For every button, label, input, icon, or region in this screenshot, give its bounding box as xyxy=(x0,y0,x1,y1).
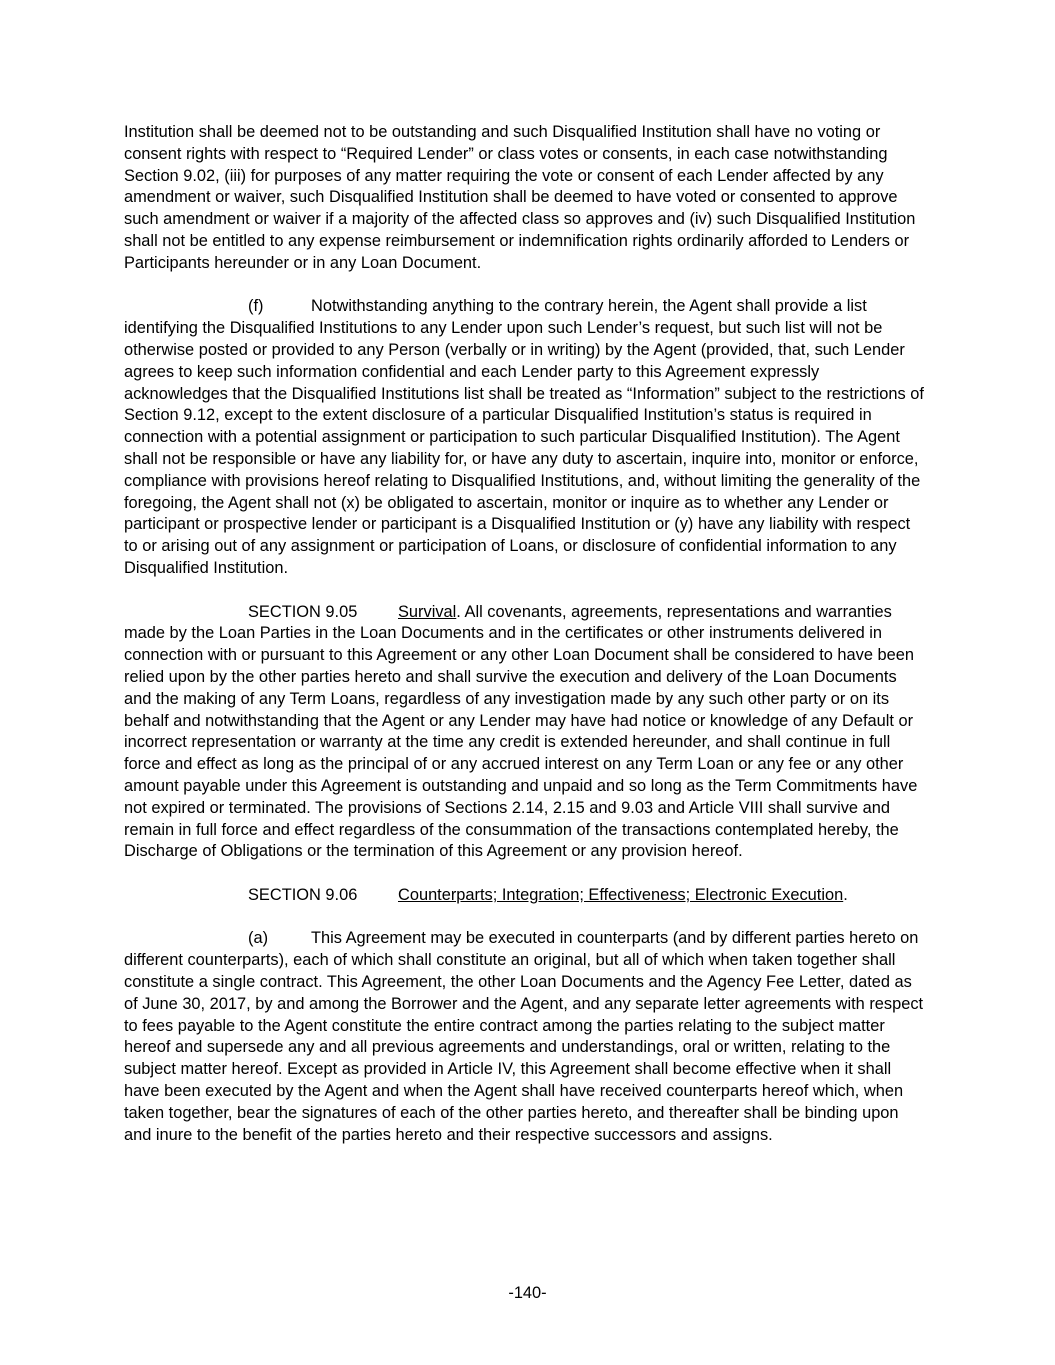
paragraph-continuation: Institution shall be deemed not to be outstanding and such Disqualified Institution shall have no voting or consent rights with respect to “Required Lender” or class votes or consents, in each case notwithstanding Section 9.02, (iii) for purposes of any matter requiring the vote or consent of each Lender affected by any amendment or waiver, such Disqualified Institution shall be deemed to have voted or consented to approve such amendment or waiver if a majority of the affected class so approves and (iv) such Disqualified Institution shall not be entitled to any expense reimbursement or indemnification rights ordinarily afforded to Lenders or Participants hereunder or in any Loan Document. xyxy=(124,123,916,272)
clause-label-a: (a) xyxy=(248,929,269,948)
paragraph-a xyxy=(124,928,924,1146)
section-text: All covenants, agreements, representations and warranties made by the Loan Parties in the Loan Documents and in the certificates or other instruments delivered in connection with or pursuant to this Agreement or any other Loan Document shall be considered to have been relied upon by the other parties hereto and shall survive the execution and delivery of the Loan Documents and the making of any Term Loans, regardless of any investigation made by any such other party or on its behalf and notwithstanding that the Agent or any Lender may have had notice or knowledge of any Default or incorrect representation or warranty at the time any credit is extended hereunder, and shall continue in full force and effect as long as the principal of or any accrued interest on any Term Loan or any fee or any other amount payable under this Agreement is outstanding and unpaid and so long as the Term Commitments have not expired or terminated. The provisions of Sections 2.14, 2.15 and 9.03 and Article VIII shall survive and remain in full force and effect regardless of the consummation of the transactions contemplated hereby, the Discharge of Obligations or the termination of this Agreement or any provision hereof. xyxy=(124,602,918,861)
clause-a-text: This Agreement may be executed in counterparts (and by different parties hereto on different counterparts), each of which shall constitute an original, but all of which when taken together shall constitute a single contract. This Agreement, the other Loan Documents and the Agency Fee Letter, dated as of June 30, 2017, by and among the Borrower and the Agent, and any separate letter agreements with respect to fees payable to the Agent constitute the entire contract among the parties relating to the subject matter hereof and supersede any and all previous agreements and understandings, oral or written, relating to the subject matter hereof. Except as provided in Article IV, this Agreement shall become effective when it shall have been executed by the Agent and when the Agent shall have received counterparts hereof which, when taken together, bear the signatures of each of the other parties hereto, and thereafter shall be binding upon and inure to the benefit of the parties hereto and their respective successors and assigns. xyxy=(124,929,924,1144)
section-number: SECTION 9.06 xyxy=(248,885,358,904)
page-number: -140- xyxy=(508,1284,547,1302)
clause-label-f: (f) xyxy=(248,297,264,316)
section-title: Survival xyxy=(398,602,457,621)
section-9-06-heading xyxy=(124,885,924,907)
paragraph-f xyxy=(124,296,924,579)
section-title-punct: . xyxy=(456,602,461,621)
document-body xyxy=(124,122,924,1168)
section-title: Counterparts; Integration; Effectiveness; Electronic Execution xyxy=(398,885,844,904)
section-title-punct: . xyxy=(843,885,848,904)
section-9-05 xyxy=(124,602,924,864)
clause-f-text: Notwithstanding anything to the contrary herein, the Agent shall provide a list identifying the Disqualified Institutions to any Lender upon such Lender’s request, but such list will not be otherwise posted or provided to any Person (verbally or in writing) by the Agent (provided, that, such Lender agrees to keep such information confidential and each Lender party to this Agreement expressly acknowledges that the Disqualified Institutions list shall be treated as “Information” subject to the restrictions of Section 9.12, except to the extent disclosure of a particular Disqualified Institution’s status is required in connection with a potential assignment or participation to such particular Disqualified Institution). The Agent shall not be responsible or have any liability for, or have any duty to ascertain, inquire into, monitor or enforce, compliance with provisions hereof relating to Disqualified Institutions, and, without limiting the generality of the foregoing, the Agent shall not (x) be obligated to ascertain, monitor or inquire as to whether any Lender or participant or prospective lender or participant is a Disqualified Institution or (y) have any liability with respect to or arising out of any assignment or participation of Loans, or disclosure of confidential information to any Disqualified Institution. xyxy=(124,297,924,577)
section-number: SECTION 9.05 xyxy=(248,602,358,621)
